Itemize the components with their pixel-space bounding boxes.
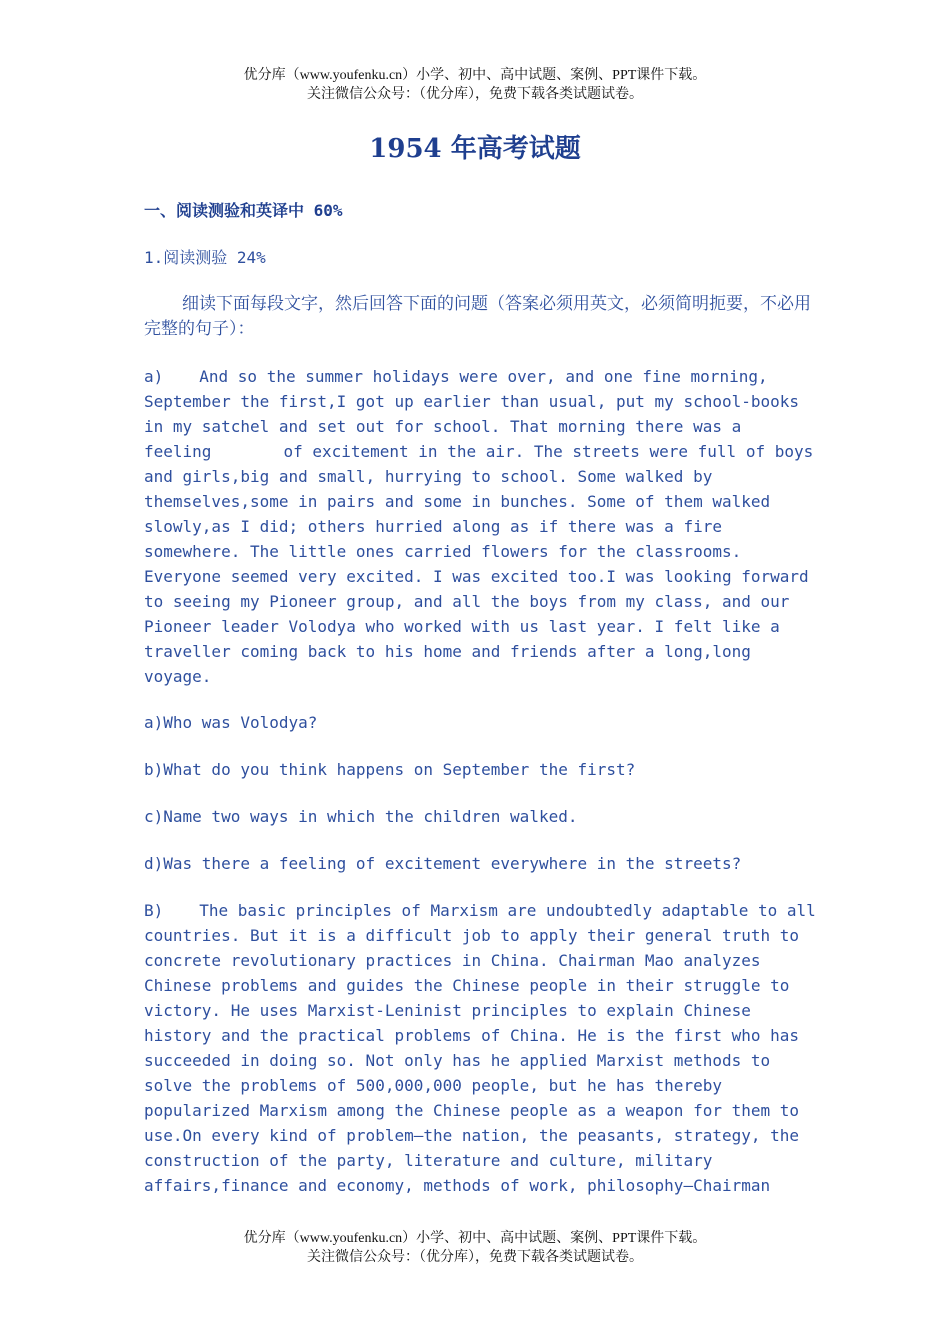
passage-a-text-2: of excitement in the air. The streets were full of boys and girls,big and small, hurrying to school. Some walked by themselves,some in pairs and some in bunches. Some of them walked slowly,as I did; others hurried along as if there was a fire somewhere. The little ones carried flowers for the classrooms. Everyone seemed very excited. I was excited too.I was looking forward to seeing my Pioneer group, and all the boys from my class, and our Pioneer leader Volodya who worked with us last year. I felt like a traveller coming back to his home and friends after a long,long voyage. <box>144 442 814 686</box>
passage-b-text: The basic principles of Marxism are undoubtedly adaptable to all countries. But it is a difficult job to apply their general truth to concrete revolutionary practices in China. Chairman Mao analyzes Chinese problems and guides the Chinese people in their struggle to victory. He uses Marxist-Leninist principles to explain Chinese history and the practical problems of China. He is the first who has succeeded in doing so. Not only has he applied Marxist methods to solve the problems of 500,000,000 people, but he has thereby popularized Marxism among the Chinese people as a weapon for them to use.On every kind of problem—the nation, the peasants, strategy, the construction of the party, literature and culture, military affairs,finance and economy, methods of work, philosophy—Chairman <box>144 901 816 1195</box>
passage-a-text-1: And so the summer holidays were over, and one fine morning, September the first,I got up earlier than usual, put my school-books in my satchel and set out for school. That morning there was a feeling <box>144 367 800 461</box>
passage-b <box>144 898 816 1198</box>
page-header <box>0 66 950 104</box>
question-b: b)What do you think happens on September the first? <box>144 760 636 779</box>
passage-a <box>144 364 816 689</box>
footer-line-1: 优分库（www.youfenku.cn）小学、初中、高中试题、案例、PPT课件下载。 <box>243 1231 707 1246</box>
question-c: c)Name two ways in which the children walked. <box>144 807 578 826</box>
header-line-1: 优分库（www.youfenku.cn）小学、初中、高中试题、案例、PPT课件下载。 <box>243 68 707 83</box>
section-heading: 一、阅读测验和英译中 60% <box>144 201 343 220</box>
page-title: 1954 年高考试题 <box>369 134 581 164</box>
passage-a-label: a) <box>144 367 164 386</box>
passage-b-label: B) <box>144 901 164 920</box>
header-line-2: 关注微信公众号：（优分库），免费下载各类试题试卷。 <box>307 87 643 102</box>
instruction-text: 细读下面每段文字，然后回答下面的问题（答案必须用英文，必须简明扼要，不必用完整的句子）： <box>144 294 811 339</box>
question-d: d)Was there a feeling of excitement everywhere in the streets? <box>144 854 742 873</box>
section-subheading: 1.阅读测验 24% <box>144 248 266 267</box>
page-footer <box>0 1229 950 1267</box>
question-a: a)Who was Volodya? <box>144 713 318 732</box>
footer-line-2: 关注微信公众号：（优分库），免费下载各类试题试卷。 <box>307 1250 643 1265</box>
